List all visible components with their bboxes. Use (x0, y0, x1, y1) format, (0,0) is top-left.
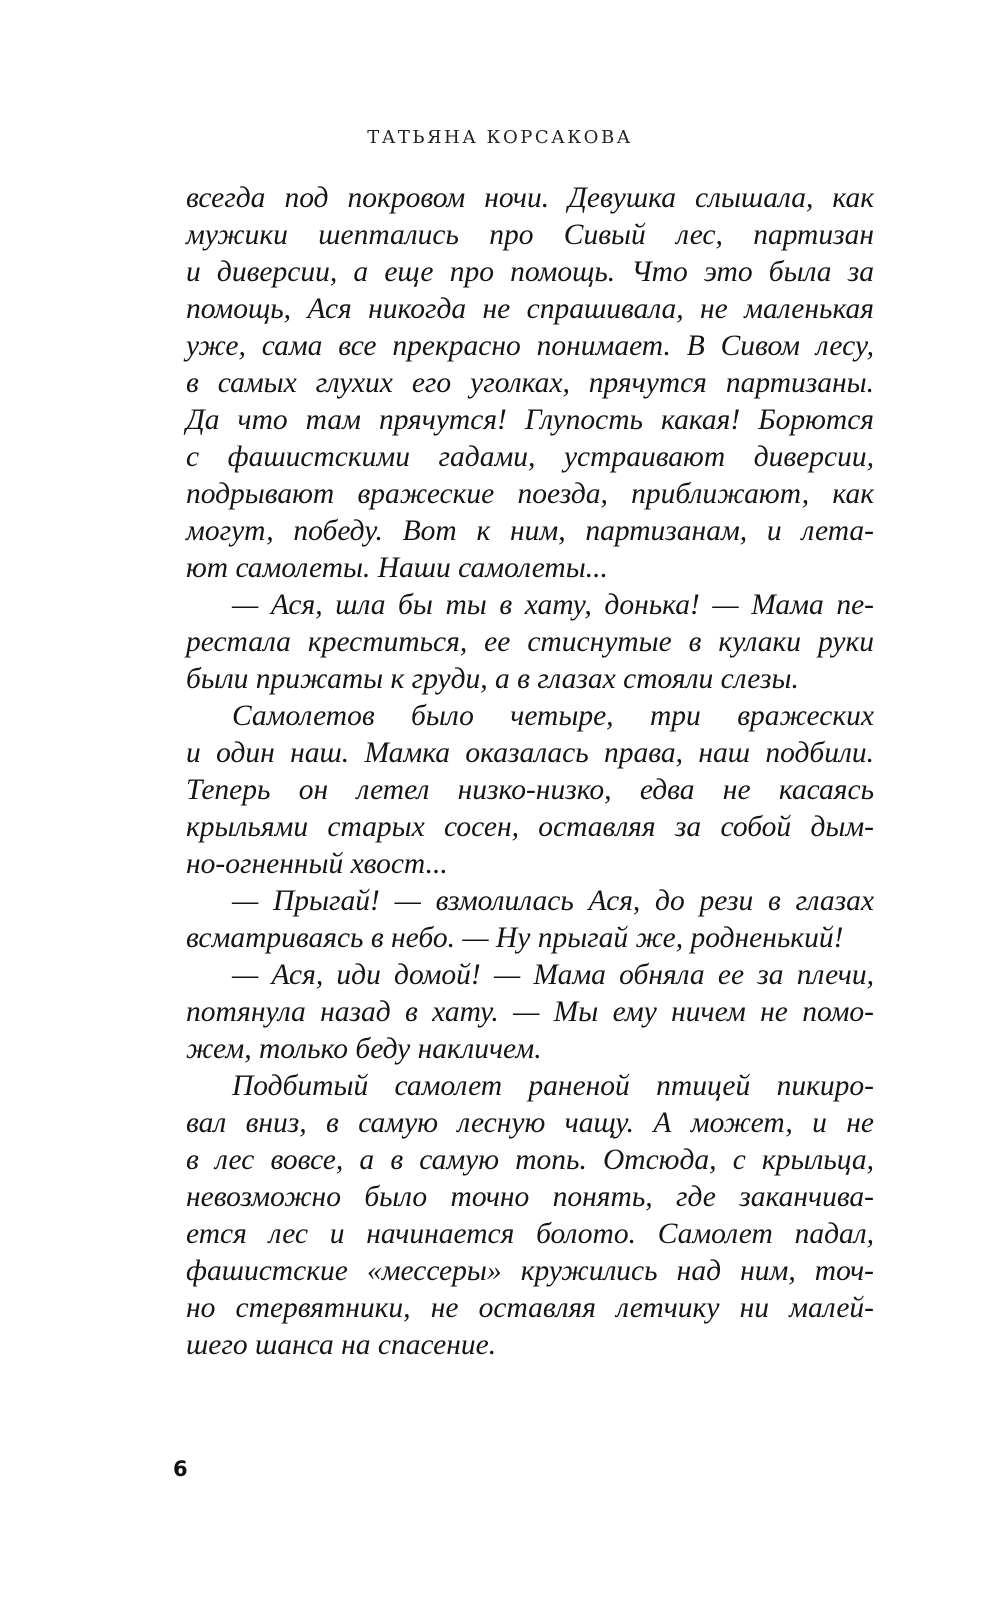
text-line: — Прыгай! — взмолилась Ася, до рези в глазах (232, 885, 874, 917)
page-number: 6 (173, 1457, 188, 1481)
text-line: фашистские «мессеры» кружились над ним, точ- (186, 1255, 874, 1287)
text-line: ется лес и начинается болото. Самолет падал, (186, 1218, 874, 1250)
text-line: потянула назад в хату. — Мы ему ничем не помо- (186, 996, 874, 1028)
text-line: в самых глухих его уголках, прячутся партизаны. (186, 367, 874, 399)
text-line: вал вниз, в самую лесную чащу. А может, и не (186, 1107, 874, 1139)
text-line: были прижаты к груди, а в глазах стояли слезы. (186, 663, 799, 695)
text-line: с фашистскими гадами, устраивают диверсии, (186, 441, 874, 473)
text-line: подрывают вражеские поезда, приближают, как (186, 478, 874, 510)
text-line: всегда под покровом ночи. Девушка слышала, как (186, 182, 874, 214)
text-line: но стервятники, не оставляя летчику ни малей- (186, 1292, 874, 1324)
text-line: и диверсии, а еще про помощь. Что это была за (186, 256, 874, 288)
text-line: — Ася, шла бы ты в хату, донька! — Мама пе- (232, 589, 874, 621)
text-line: рестала креститься, ее стиснутые в кулаки руки (186, 626, 874, 658)
text-line: мужики шептались про Сивый лес, партизан (186, 219, 874, 251)
text-line: Да что там прячутся! Глупость какая! Борются (186, 404, 874, 436)
running-head: ТАТЬЯНА КОРСАКОВА (367, 127, 633, 148)
text-line: могут, победу. Вот к ним, партизанам, и лета- (186, 515, 874, 547)
text-line: уже, сама все прекрасно понимает. В Сивом лесу, (186, 330, 874, 362)
text-line: крыльями старых сосен, оставляя за собой дым- (186, 811, 874, 843)
text-line: Подбитый самолет раненой птицей пикиро- (232, 1070, 874, 1102)
text-line: помощь, Ася никогда не спрашивала, не маленькая (186, 293, 874, 325)
text-line: шего шанса на спасение. (186, 1329, 497, 1361)
text-line: Самолетов было четыре, три вражеских (232, 700, 874, 732)
text-line: — Ася, иди домой! — Мама обняла ее за плечи, (232, 959, 874, 991)
text-line: но-огненный хвост... (186, 848, 448, 880)
text-line: Теперь он летел низко-низко, едва не касаясь (186, 774, 874, 806)
text-line: ют самолеты. Наши самолеты... (186, 552, 608, 584)
text-line: всматриваясь в небо. — Ну прыгай же, родненький! (186, 922, 844, 954)
text-line: и один наш. Мамка оказалась права, наш подбили. (186, 737, 874, 769)
text-line: невозможно было точно понять, где заканчива- (186, 1181, 874, 1213)
body-text (186, 180, 874, 1364)
text-line: в лес вовсе, а в самую топь. Отсюда, с крыльца, (186, 1144, 874, 1176)
text-line: жем, только беду накличем. (186, 1033, 542, 1065)
